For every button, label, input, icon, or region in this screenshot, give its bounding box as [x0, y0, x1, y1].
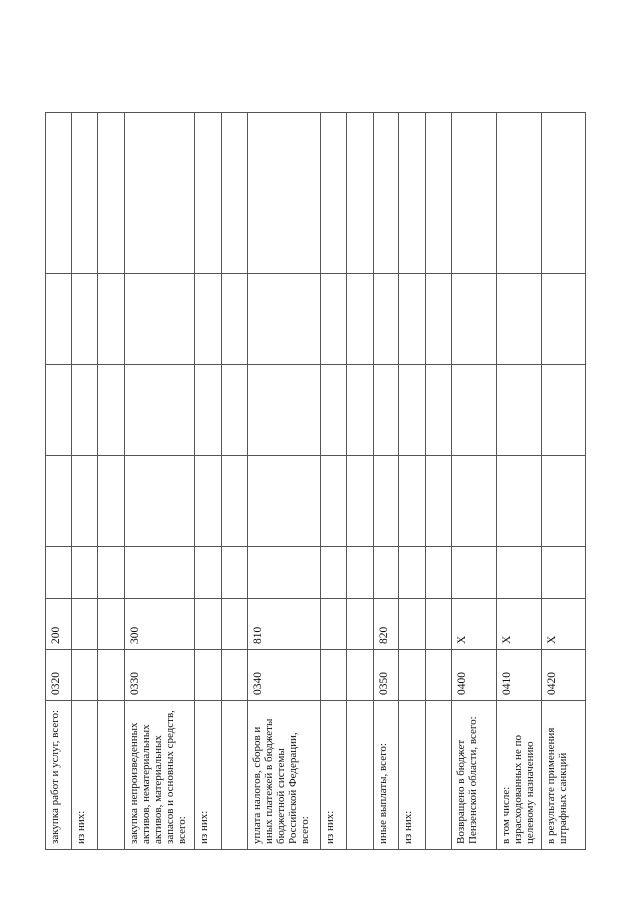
row-kosgu: 200 — [46, 599, 72, 650]
row-kosgu — [71, 599, 98, 650]
value-cell — [195, 547, 222, 599]
row-code: 0420 — [541, 650, 585, 701]
row-label: из них: — [195, 701, 222, 850]
value-cell — [320, 365, 347, 456]
value-cell — [71, 456, 98, 547]
value-cell — [98, 365, 125, 456]
table-row — [541, 113, 585, 850]
value-cell — [46, 274, 72, 365]
row-code: 0340 — [248, 650, 320, 701]
value-cell — [124, 456, 194, 547]
value-cell — [320, 456, 347, 547]
value-cell — [71, 274, 98, 365]
row-code: 0400 — [452, 650, 497, 701]
value-cell — [71, 365, 98, 456]
row-label: в том числе: израсходованных не по целевому назначению — [497, 701, 542, 850]
value-cell — [399, 547, 426, 599]
row-kosgu — [347, 599, 374, 650]
value-cell — [98, 456, 125, 547]
row-code — [399, 650, 426, 701]
rotated-table-wrapper — [45, 113, 586, 850]
row-label: закупка непроизведенных активов, нематериальных активов, материальных запасов и основных средств, всего: — [124, 701, 194, 850]
row-kosgu: X — [452, 599, 497, 650]
value-cell — [221, 547, 248, 599]
value-cell — [320, 274, 347, 365]
value-cell — [347, 113, 374, 274]
value-cell — [195, 274, 222, 365]
table-row — [46, 113, 72, 850]
value-cell — [46, 547, 72, 599]
row-label: уплата налогов, сборов и иных платежей в бюджеты бюджетной системы Российской Федерации, всего: — [248, 701, 320, 850]
value-cell — [195, 456, 222, 547]
value-cell — [497, 547, 542, 599]
value-cell — [541, 547, 585, 599]
value-cell — [541, 365, 585, 456]
row-label: из них: — [320, 701, 347, 850]
value-cell — [452, 365, 497, 456]
value-cell — [46, 456, 72, 547]
value-cell — [98, 274, 125, 365]
value-cell — [373, 547, 399, 599]
value-cell — [373, 113, 399, 274]
row-kosgu: 300 — [124, 599, 194, 650]
value-cell — [320, 547, 347, 599]
report-table — [45, 112, 586, 850]
row-code: 0330 — [124, 650, 194, 701]
value-cell — [425, 274, 452, 365]
value-cell — [248, 113, 320, 274]
value-cell — [452, 274, 497, 365]
row-code — [221, 650, 248, 701]
value-cell — [452, 113, 497, 274]
row-kosgu — [195, 599, 222, 650]
table-row — [452, 113, 497, 850]
row-kosgu: 810 — [248, 599, 320, 650]
value-cell — [320, 113, 347, 274]
value-cell — [541, 113, 585, 274]
value-cell — [195, 365, 222, 456]
row-label: из них: — [399, 701, 426, 850]
value-cell — [347, 274, 374, 365]
value-cell — [221, 456, 248, 547]
value-cell — [373, 456, 399, 547]
row-kosgu: X — [541, 599, 585, 650]
row-label — [347, 701, 374, 850]
row-label: иные выплаты, всего: — [373, 701, 399, 850]
value-cell — [124, 547, 194, 599]
table-row — [124, 113, 194, 850]
table-row — [221, 113, 248, 850]
value-cell — [98, 113, 125, 274]
value-cell — [248, 274, 320, 365]
value-cell — [399, 365, 426, 456]
value-cell — [347, 365, 374, 456]
row-kosgu — [320, 599, 347, 650]
row-label: закупка работ и услуг, всего: — [46, 701, 72, 850]
value-cell — [195, 113, 222, 274]
value-cell — [124, 113, 194, 274]
row-code — [425, 650, 452, 701]
row-kosgu — [221, 599, 248, 650]
row-kosgu — [399, 599, 426, 650]
row-code — [320, 650, 347, 701]
value-cell — [399, 113, 426, 274]
value-cell — [452, 456, 497, 547]
value-cell — [497, 113, 542, 274]
row-label — [425, 701, 452, 850]
table-row — [373, 113, 399, 850]
table-row — [425, 113, 452, 850]
value-cell — [452, 547, 497, 599]
value-cell — [248, 456, 320, 547]
value-cell — [124, 274, 194, 365]
table-row — [71, 113, 98, 850]
value-cell — [497, 365, 542, 456]
row-label: из них: — [71, 701, 98, 850]
table-row — [320, 113, 347, 850]
row-label: Возвращено в бюджет Пензенской области, всего: — [452, 701, 497, 850]
value-cell — [124, 365, 194, 456]
value-cell — [373, 365, 399, 456]
table-row — [399, 113, 426, 850]
row-code — [347, 650, 374, 701]
value-cell — [425, 456, 452, 547]
row-kosgu — [425, 599, 452, 650]
value-cell — [221, 113, 248, 274]
value-cell — [248, 365, 320, 456]
row-label — [98, 701, 125, 850]
value-cell — [221, 274, 248, 365]
table-row — [195, 113, 222, 850]
value-cell — [399, 274, 426, 365]
row-code — [71, 650, 98, 701]
table-row — [248, 113, 320, 850]
row-kosgu — [98, 599, 125, 650]
row-kosgu: 820 — [373, 599, 399, 650]
value-cell — [46, 365, 72, 456]
row-label — [221, 701, 248, 850]
row-code: 0320 — [46, 650, 72, 701]
value-cell — [46, 113, 72, 274]
value-cell — [541, 274, 585, 365]
value-cell — [425, 365, 452, 456]
value-cell — [221, 365, 248, 456]
table-row — [98, 113, 125, 850]
value-cell — [248, 547, 320, 599]
row-code — [195, 650, 222, 701]
value-cell — [425, 113, 452, 274]
value-cell — [497, 456, 542, 547]
value-cell — [541, 456, 585, 547]
row-label: в результате применения штрафных санкций — [541, 701, 585, 850]
value-cell — [98, 547, 125, 599]
table-row — [347, 113, 374, 850]
row-code: 0410 — [497, 650, 542, 701]
value-cell — [347, 456, 374, 547]
value-cell — [71, 113, 98, 274]
value-cell — [71, 547, 98, 599]
value-cell — [347, 547, 374, 599]
table-row — [497, 113, 542, 850]
row-code: 0350 — [373, 650, 399, 701]
row-kosgu: X — [497, 599, 542, 650]
value-cell — [399, 456, 426, 547]
row-code — [98, 650, 125, 701]
value-cell — [497, 274, 542, 365]
value-cell — [373, 274, 399, 365]
value-cell — [425, 547, 452, 599]
